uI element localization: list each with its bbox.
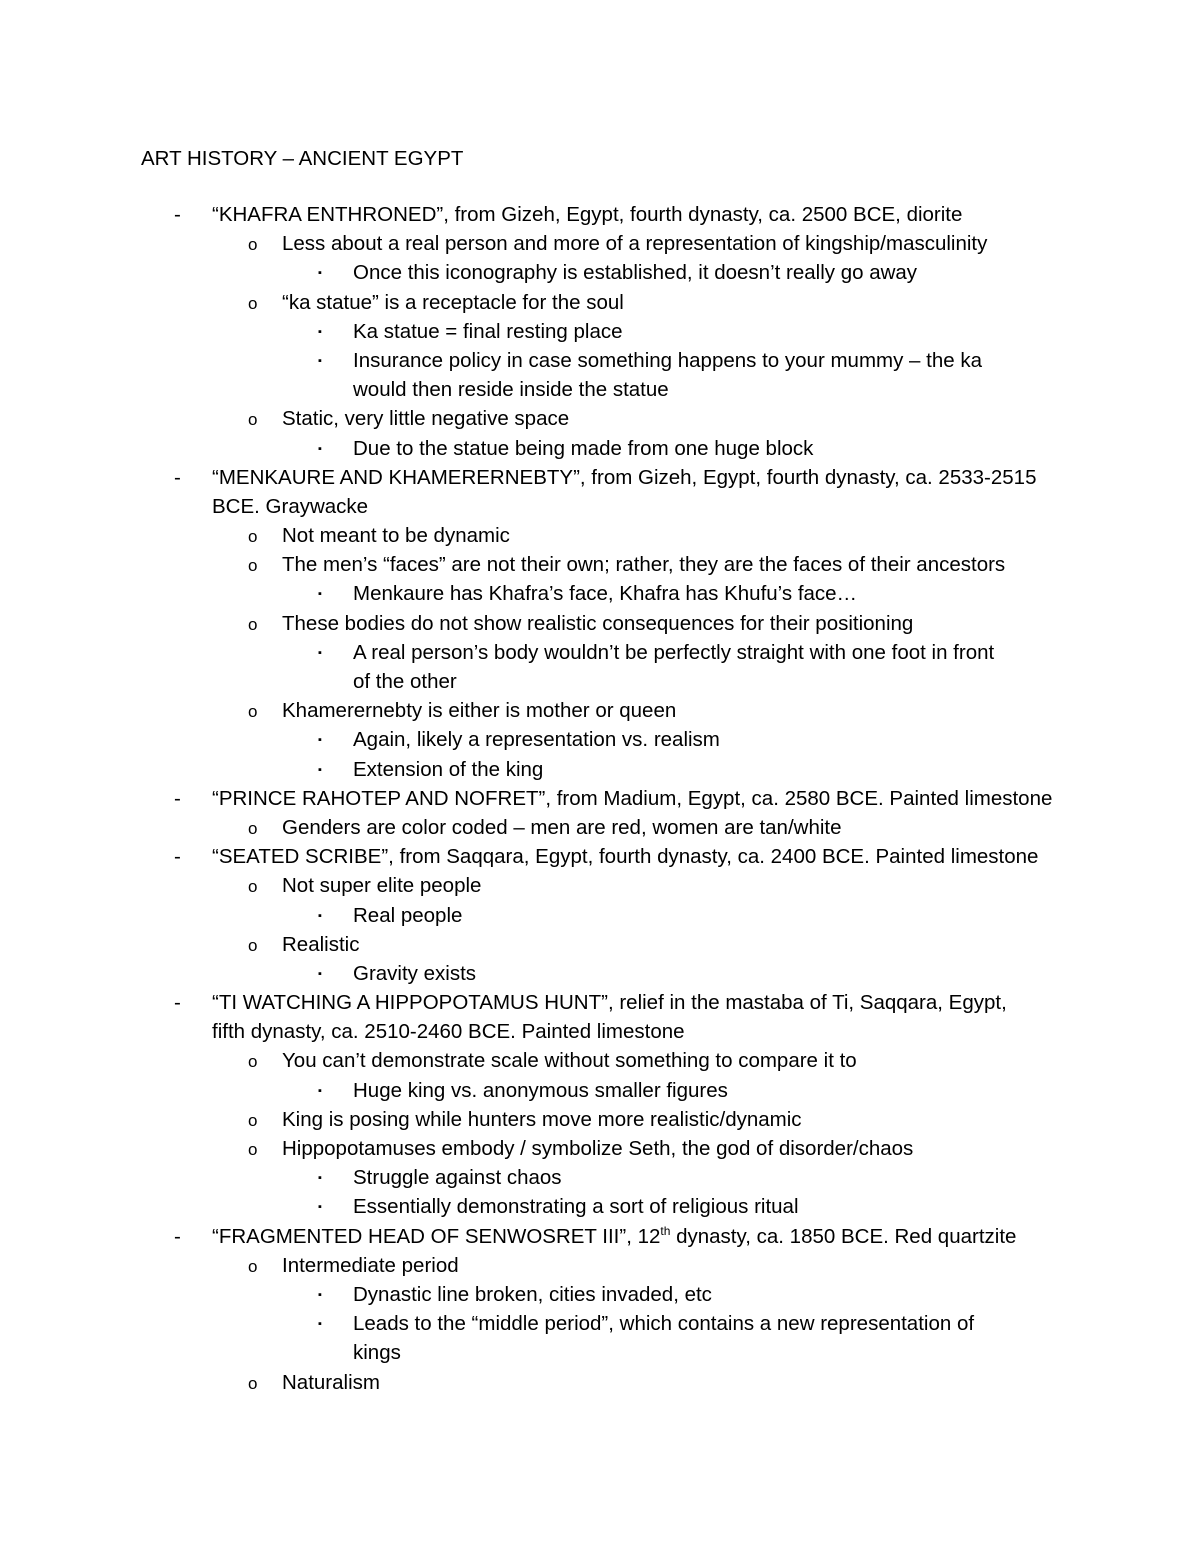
square-bullet: ▪: [318, 1288, 322, 1301]
outline-text: [353, 1338, 401, 1367]
outline-text: [282, 1105, 802, 1134]
outline-item-level-2: [0, 609, 1200, 638]
outline-text-main: “TI WATCHING A HIPPOPOTAMUS HUNT”, relief in the mastaba of Ti, Saqqara, Egypt,: [212, 991, 1007, 1015]
outline-text-main: Leads to the “middle period”, which contains a new representation of: [353, 1312, 975, 1336]
outline-text: [353, 755, 543, 784]
outline-text-main: Hippopotamuses embody / symbolize Seth, the god of disorder/chaos: [282, 1137, 914, 1160]
circle-bullet: o: [248, 1373, 258, 1393]
square-bullet: ▪: [318, 1084, 322, 1097]
outline-text-main: Realistic: [282, 932, 360, 956]
outline-text: [282, 550, 1005, 579]
outline-text: [353, 375, 669, 404]
outline-text: [282, 871, 481, 900]
outline-text-main: Extension of the king: [353, 757, 544, 781]
document-title: ART HISTORY – ANCIENT EGYPT: [141, 147, 464, 170]
outline-text: [212, 1017, 685, 1046]
outline-item-level-2: [0, 550, 1200, 579]
outline-text: [353, 1076, 728, 1105]
outline-text-main: fifth dynasty, ca. 2510-2460 BCE. Painted limestone: [212, 1020, 685, 1044]
outline-text: [353, 667, 457, 696]
outline-item-level-3: [0, 901, 1200, 930]
outline-text: [353, 434, 813, 463]
circle-bullet: o: [248, 410, 258, 430]
outline-text-main: Intermediate period: [282, 1253, 459, 1277]
outline-text-main: would then reside inside the statue: [353, 378, 669, 402]
outline-text-main: Not meant to be dynamic: [282, 524, 510, 548]
outline-item-level-1: [0, 988, 1200, 1017]
outline-text-main: The men’s “faces” are not their own; rather, they are the faces of their ancestors: [282, 553, 1006, 577]
square-bullet: ▪: [318, 909, 322, 922]
outline-item-level-3: [0, 434, 1200, 463]
outline-item-level-2: [0, 871, 1200, 900]
circle-bullet: o: [248, 877, 258, 897]
outline-text: [282, 1134, 913, 1163]
circle-bullet: o: [248, 527, 258, 547]
outline-text: [212, 200, 962, 229]
outline-text-main: Naturalism: [282, 1370, 380, 1394]
circle-bullet: o: [248, 1140, 258, 1159]
outline-item-level-3: [0, 346, 1200, 375]
circle-bullet: o: [248, 702, 258, 722]
outline-text: [353, 317, 623, 346]
square-bullet: ▪: [318, 734, 322, 747]
circle-bullet: o: [248, 293, 258, 313]
outline-item-level-2: [0, 1105, 1200, 1134]
outline-text-main: of the other: [353, 670, 457, 693]
outline-text: [353, 346, 982, 375]
square-bullet: ▪: [318, 763, 322, 776]
outline-text-main: You can’t demonstrate scale without something to compare it to: [282, 1049, 857, 1073]
outline-text: [212, 492, 368, 521]
dash-bullet: -: [174, 786, 181, 810]
circle-bullet: o: [248, 556, 258, 576]
outline-text: [282, 404, 569, 433]
outline-text-main: A real person’s body wouldn’t be perfectly straight with one foot in front: [353, 640, 995, 664]
outline-item-level-1: [0, 784, 1200, 813]
outline-text-main: “KHAFRA ENTHRONED”, from Gizeh, Egypt, fourth dynasty, ca. 2500 BCE, diorite: [212, 203, 963, 226]
outline-text: [353, 725, 720, 754]
outline-item-level-3: [0, 725, 1200, 754]
square-bullet: ▪: [318, 325, 322, 338]
outline-text: [212, 988, 1007, 1017]
outline-item-level-1: [0, 463, 1200, 492]
outline-item-level-3: [0, 1192, 1200, 1221]
outline-text-main: Static, very little negative space: [282, 407, 570, 431]
outline-item-level-3: [0, 755, 1200, 784]
outline-item-level-3: [0, 1280, 1200, 1309]
outline-item-level-3: [0, 258, 1200, 287]
outline-text-main: BCE. Graywacke: [212, 494, 369, 518]
outline-item-level-1: [0, 1222, 1200, 1251]
outline-text: [282, 521, 510, 550]
outline-item-level-2: [0, 288, 1200, 317]
square-bullet: ▪: [318, 1172, 322, 1185]
square-bullet: ▪: [318, 354, 322, 367]
dash-bullet: -: [174, 465, 181, 489]
dash-bullet: -: [174, 203, 181, 226]
outline-text-main: Dynastic line broken, cities invaded, etc: [353, 1282, 712, 1306]
square-bullet: ▪: [318, 967, 322, 980]
square-bullet: ▪: [318, 442, 322, 455]
outline-item-level-3: [0, 579, 1200, 608]
circle-bullet: o: [248, 614, 258, 634]
outline-text-main: Khamerernebty is either is mother or queen: [282, 699, 677, 723]
circle-bullet: o: [248, 235, 258, 255]
outline-item-level-3: [0, 1163, 1200, 1192]
outline-text: [353, 1309, 974, 1338]
outline-text-main: Ka statue = final resting place: [353, 319, 623, 343]
outline-item-level-2: [0, 521, 1200, 550]
outline-text-main: Not super elite people: [282, 874, 482, 898]
outline-text-main: Struggle against chaos: [353, 1166, 562, 1190]
outline-text: [212, 1222, 1016, 1251]
circle-bullet: o: [248, 818, 258, 838]
square-bullet: ▪: [318, 646, 322, 659]
outline-item-level-3: [0, 1309, 1200, 1338]
dash-bullet: -: [174, 845, 181, 869]
outline-line-continuation: [0, 1017, 1200, 1046]
outline-line-continuation: [0, 375, 1200, 404]
circle-bullet: o: [248, 1256, 258, 1276]
outline-text: [353, 1280, 712, 1309]
outline-text: [353, 1192, 799, 1221]
outline-text: [353, 258, 917, 287]
outline-text-main: Real people: [353, 903, 463, 927]
outline-text: [282, 288, 624, 317]
outline-text: [212, 842, 1038, 871]
outline-text-main: Huge king vs. anonymous smaller figures: [353, 1078, 728, 1102]
outline-item-level-1: [0, 200, 1200, 229]
dash-bullet: -: [174, 1224, 181, 1248]
outline-item-level-3: [0, 638, 1200, 667]
outline-text: [353, 1163, 562, 1192]
outline-line-continuation: [0, 667, 1200, 696]
outline-item-level-2: [0, 229, 1200, 258]
dash-bullet: -: [174, 991, 181, 1015]
outline-item-level-2: [0, 1368, 1200, 1397]
outline-text: [212, 463, 1036, 492]
outline-text: [353, 959, 476, 988]
outline-item-level-2: [0, 404, 1200, 433]
outline-item-level-2: [0, 813, 1200, 842]
outline-text: [282, 1046, 857, 1075]
outline-text-main: Genders are color coded – men are red, women are tan/white: [282, 815, 842, 839]
outline-text-main: “MENKAURE AND KHAMERERNEBTY”, from Gizeh, Egypt, fourth dynasty, ca. 2533-2515: [212, 465, 1037, 489]
outline-text-main: Again, likely a representation vs. realism: [353, 728, 720, 752]
outline-line-continuation: [0, 492, 1200, 521]
outline-text-main: Once this iconography is established, it doesn’t really go away: [353, 261, 918, 285]
outline-text: [282, 229, 987, 258]
outline-item-level-2: [0, 1134, 1200, 1163]
outline-text-main: “PRINCE RAHOTEP AND NOFRET”, from Madium, Egypt, ca. 2580 BCE. Painted limestone: [212, 786, 1053, 810]
outline-text: [282, 930, 359, 959]
circle-bullet: o: [248, 935, 258, 955]
outline-text-main: Insurance policy in case something happens to your mummy – the ka: [353, 348, 982, 372]
outline-text-main: Gravity exists: [353, 961, 477, 985]
outline-text: [282, 1368, 380, 1397]
outline-item-level-3: [0, 959, 1200, 988]
outline-item-level-1: [0, 842, 1200, 871]
square-bullet: ▪: [318, 1318, 322, 1331]
outline-text-after: dynasty, ca. 1850 BCE. Red quartzite: [670, 1224, 1017, 1248]
outline-text-main: “SEATED SCRIBE”, from Saqqara, Egypt, fourth dynasty, ca. 2400 BCE. Painted limestone: [212, 845, 1039, 869]
square-bullet: ▪: [318, 267, 322, 280]
outline-text: [282, 609, 913, 638]
outline-text-main: Essentially demonstrating a sort of religious ritual: [353, 1195, 799, 1219]
ordinal-suffix: th: [660, 1223, 671, 1238]
outline-item-level-2: [0, 1251, 1200, 1280]
outline-text: [353, 638, 994, 667]
outline-text-main: Due to the statue being made from one huge block: [353, 436, 814, 460]
outline-item-level-2: [0, 1046, 1200, 1075]
square-bullet: ▪: [318, 588, 322, 601]
outline-text-main: “FRAGMENTED HEAD OF SENWOSRET III”, 12: [212, 1224, 661, 1248]
outline-item-level-2: [0, 696, 1200, 725]
outline-text: [353, 901, 462, 930]
square-bullet: ▪: [318, 1201, 322, 1214]
outline-text: [212, 784, 1052, 813]
outline-text: [282, 696, 676, 725]
circle-bullet: o: [248, 1052, 258, 1072]
outline-item-level-2: [0, 930, 1200, 959]
outline-text-main: “ka statue” is a receptacle for the soul: [282, 290, 624, 314]
circle-bullet: o: [248, 1110, 258, 1130]
outline-item-level-3: [0, 1076, 1200, 1105]
outline-text-main: Menkaure has Khafra’s face, Khafra has Khufu’s face…: [353, 582, 858, 606]
outline-item-level-3: [0, 317, 1200, 346]
outline-text-main: These bodies do not show realistic consequences for their positioning: [282, 611, 914, 635]
outline-text: [282, 813, 842, 842]
outline-text: [353, 579, 857, 608]
notes-outline: [0, 200, 1200, 1397]
outline-text-main: Less about a real person and more of a representation of kingship/masculinity: [282, 232, 988, 256]
outline-text: [282, 1251, 459, 1280]
outline-line-continuation: [0, 1338, 1200, 1367]
outline-text-main: King is posing while hunters move more realistic/dynamic: [282, 1107, 802, 1131]
outline-text-main: kings: [353, 1341, 401, 1365]
